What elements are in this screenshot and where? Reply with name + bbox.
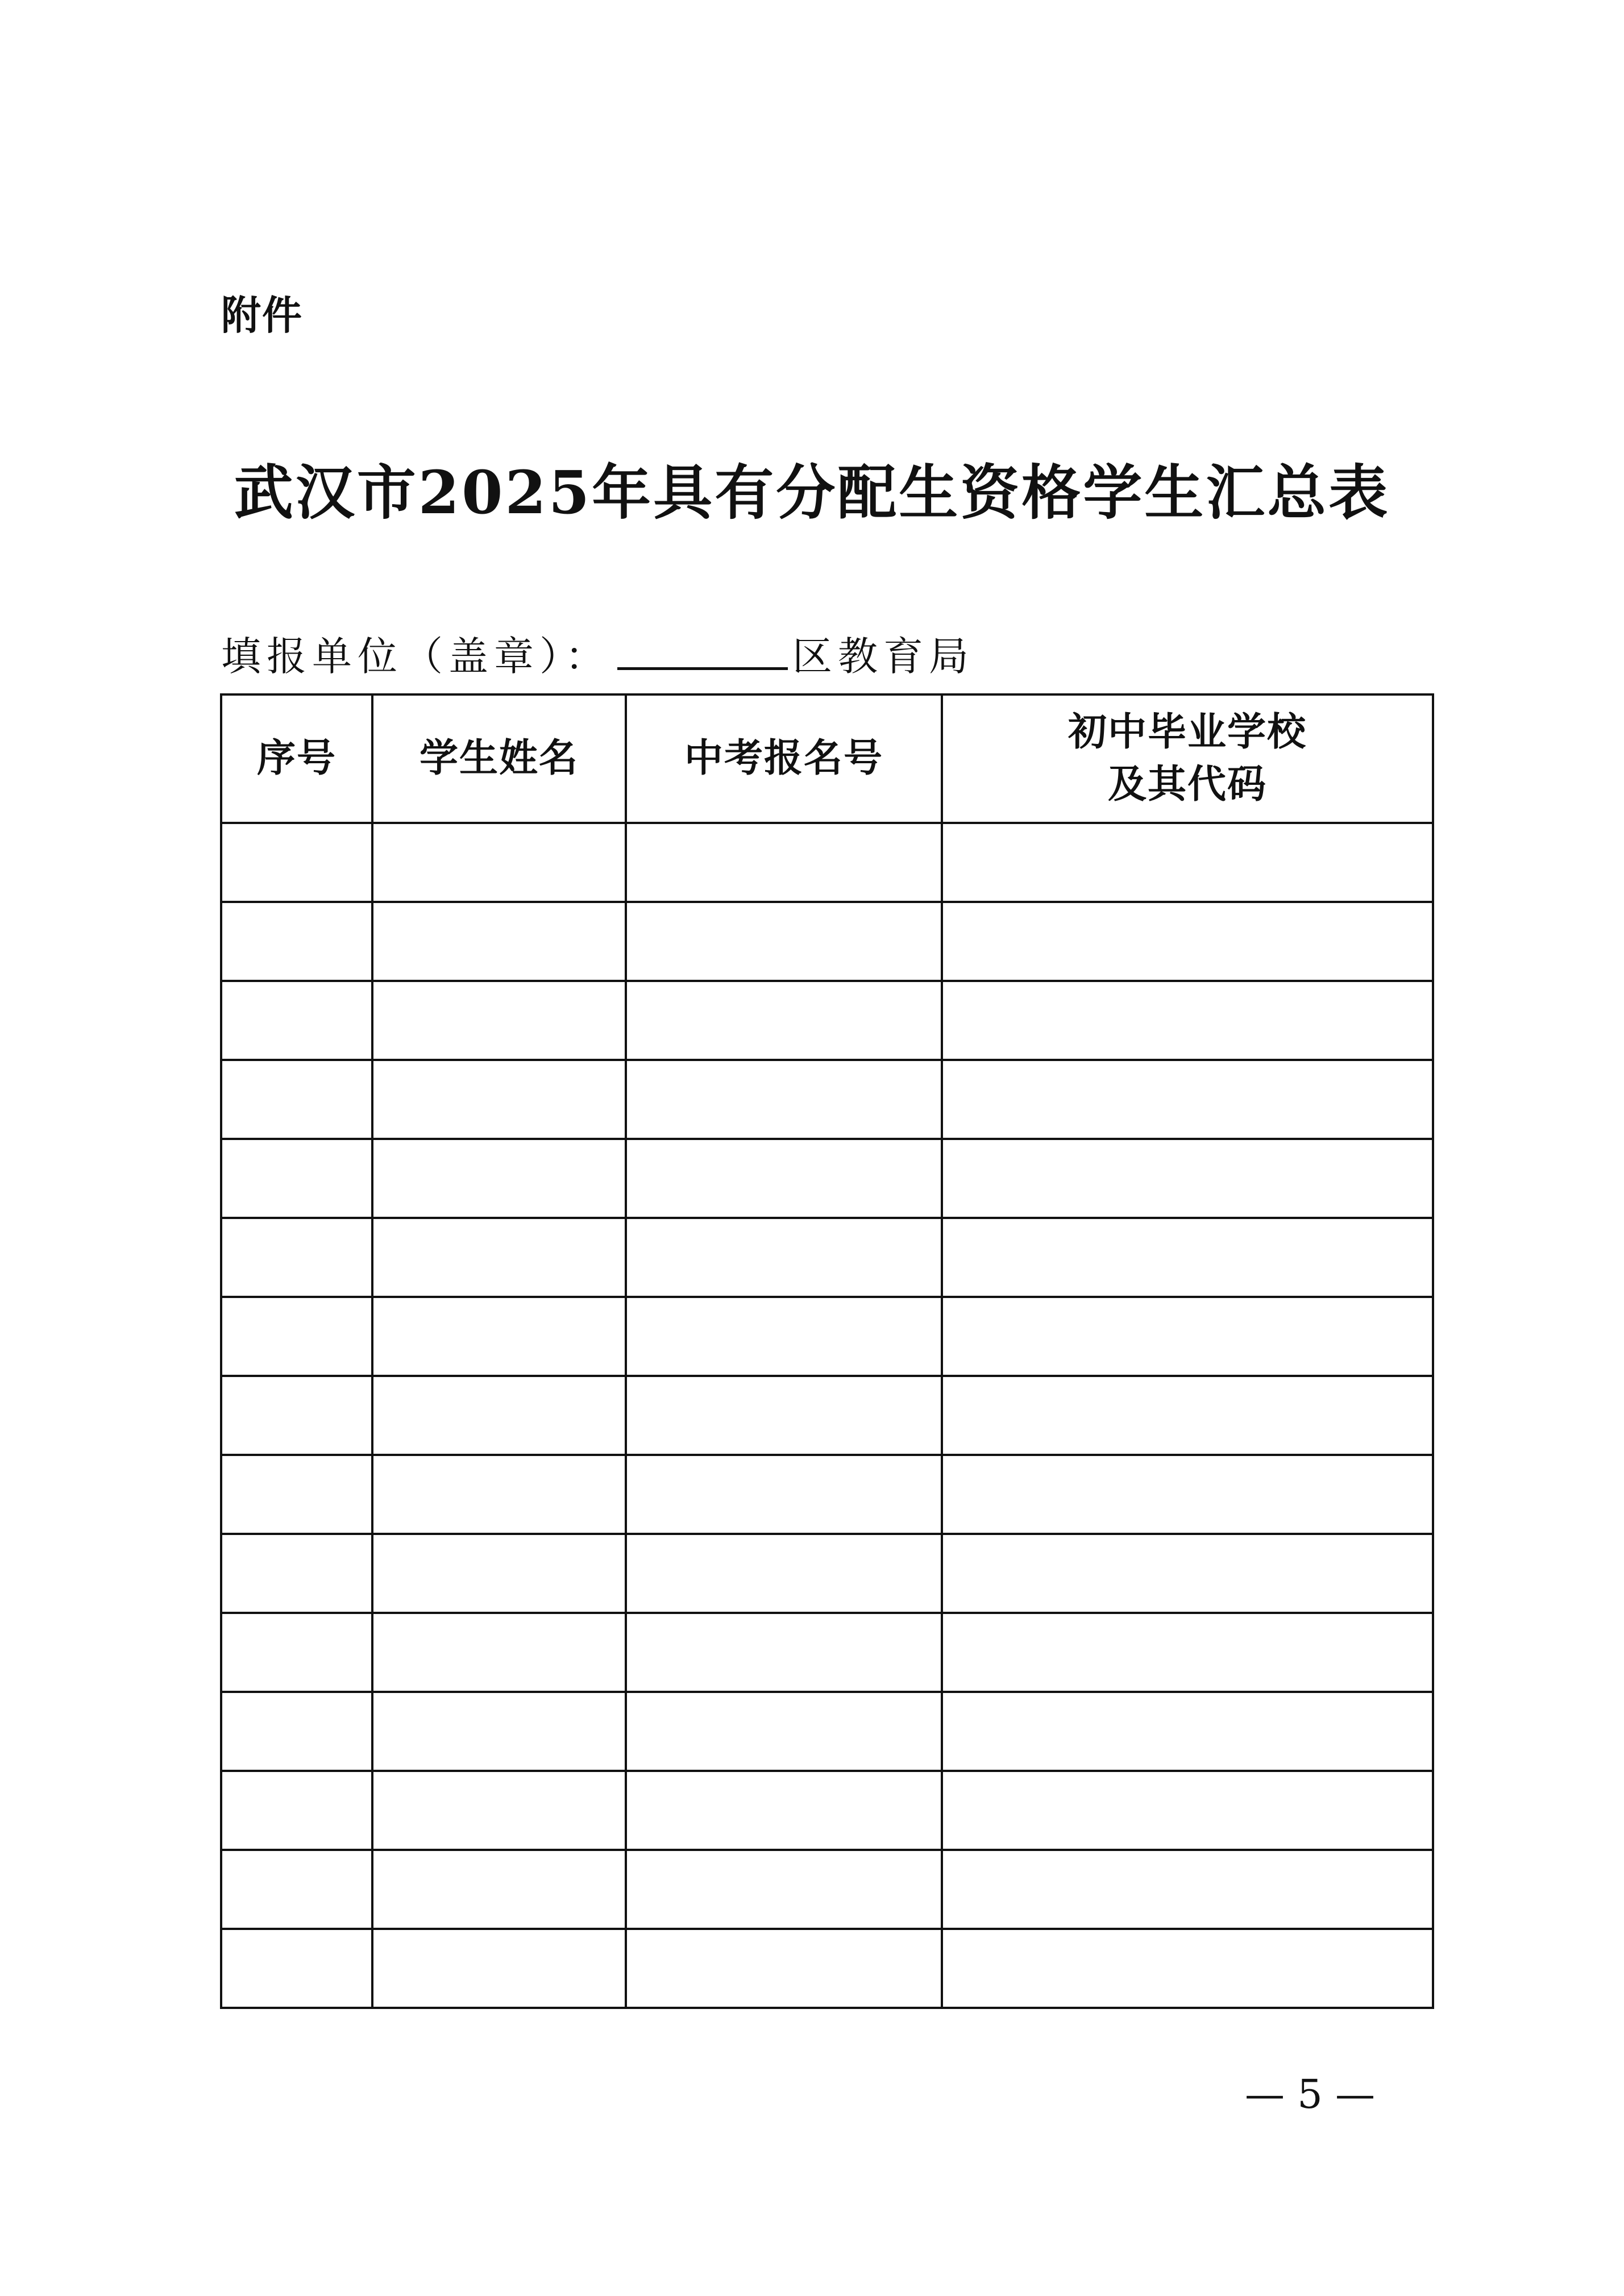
cell-exam-id[interactable] — [626, 1376, 942, 1455]
table-row — [221, 1297, 1433, 1376]
cell-student-name[interactable] — [372, 1771, 626, 1850]
table-row — [221, 1692, 1433, 1771]
cell-school[interactable] — [942, 1692, 1433, 1771]
table-row — [221, 902, 1433, 981]
cell-school[interactable] — [942, 902, 1433, 981]
cell-school[interactable] — [942, 1929, 1433, 2008]
cell-exam-id[interactable] — [626, 1850, 942, 1929]
cell-exam-id[interactable] — [626, 1613, 942, 1692]
cell-seq[interactable] — [221, 1455, 372, 1534]
cell-student-name[interactable] — [372, 1534, 626, 1613]
cell-seq[interactable] — [221, 1297, 372, 1376]
table-row — [221, 1455, 1433, 1534]
cell-student-name[interactable] — [372, 1455, 626, 1534]
cell-school[interactable] — [942, 1850, 1433, 1929]
header-student-name: 学生姓名 — [372, 694, 626, 823]
cell-student-name[interactable] — [372, 902, 626, 981]
cell-exam-id[interactable] — [626, 1218, 942, 1297]
cell-school[interactable] — [942, 1060, 1433, 1139]
fill-unit-label: 填报单位（盖章）： — [221, 633, 610, 680]
cell-school[interactable] — [942, 1455, 1433, 1534]
cell-student-name[interactable] — [372, 1929, 626, 2008]
cell-exam-id[interactable] — [626, 1771, 942, 1850]
table-row — [221, 1060, 1433, 1139]
cell-school[interactable] — [942, 981, 1433, 1060]
cell-student-name[interactable] — [372, 981, 626, 1060]
cell-exam-id[interactable] — [626, 823, 942, 902]
fill-unit-blank — [617, 631, 788, 670]
cell-seq[interactable] — [221, 823, 372, 902]
cell-seq[interactable] — [221, 981, 372, 1060]
cell-school[interactable] — [942, 1139, 1433, 1218]
cell-student-name[interactable] — [372, 1218, 626, 1297]
cell-student-name[interactable] — [372, 1376, 626, 1455]
summary-table — [220, 693, 1434, 2009]
cell-student-name[interactable] — [372, 1060, 626, 1139]
cell-exam-id[interactable] — [626, 1534, 942, 1613]
cell-seq[interactable] — [221, 1850, 372, 1929]
header-school-line2: 及其代码 — [1107, 762, 1267, 807]
cell-school[interactable] — [942, 1218, 1433, 1297]
cell-exam-id[interactable] — [626, 1139, 942, 1218]
table-row — [221, 1376, 1433, 1455]
cell-school[interactable] — [942, 1613, 1433, 1692]
cell-seq[interactable] — [221, 1692, 372, 1771]
cell-seq[interactable] — [221, 1218, 372, 1297]
fill-unit-suffix: 区教育局 — [792, 633, 974, 680]
table-row — [221, 1613, 1433, 1692]
header-school — [942, 694, 1433, 823]
cell-seq[interactable] — [221, 1929, 372, 2008]
attachment-label: 附件 — [221, 292, 303, 339]
fill-unit-line — [221, 631, 974, 680]
cell-seq[interactable] — [221, 1613, 372, 1692]
cell-seq[interactable] — [221, 1534, 372, 1613]
cell-student-name[interactable] — [372, 1139, 626, 1218]
cell-seq[interactable] — [221, 1139, 372, 1218]
cell-exam-id[interactable] — [626, 1297, 942, 1376]
cell-school[interactable] — [942, 1376, 1433, 1455]
cell-school[interactable] — [942, 823, 1433, 902]
cell-seq[interactable] — [221, 1376, 372, 1455]
cell-student-name[interactable] — [372, 1297, 626, 1376]
cell-student-name[interactable] — [372, 1692, 626, 1771]
cell-exam-id[interactable] — [626, 1929, 942, 2008]
cell-student-name[interactable] — [372, 823, 626, 902]
table-row — [221, 1139, 1433, 1218]
page-number: — 5 — — [1245, 2071, 1376, 2118]
table-row — [221, 1771, 1433, 1850]
cell-exam-id[interactable] — [626, 1692, 942, 1771]
cell-school[interactable] — [942, 1534, 1433, 1613]
table-row — [221, 1218, 1433, 1297]
cell-exam-id[interactable] — [626, 902, 942, 981]
table-row — [221, 1850, 1433, 1929]
cell-school[interactable] — [942, 1771, 1433, 1850]
header-seq: 序号 — [221, 694, 372, 823]
cell-seq[interactable] — [221, 902, 372, 981]
table-header-row — [221, 694, 1433, 823]
cell-student-name[interactable] — [372, 1850, 626, 1929]
table-row — [221, 981, 1433, 1060]
cell-student-name[interactable] — [372, 1613, 626, 1692]
header-school-line1: 初中毕业学校 — [1068, 710, 1307, 755]
header-exam-id: 中考报名号 — [626, 694, 942, 823]
cell-exam-id[interactable] — [626, 1455, 942, 1534]
table-row — [221, 1929, 1433, 2008]
table-row — [221, 823, 1433, 902]
table-body — [221, 823, 1433, 2008]
cell-exam-id[interactable] — [626, 981, 942, 1060]
page-title: 武汉市2025年具有分配生资格学生汇总表 — [234, 457, 1390, 527]
cell-exam-id[interactable] — [626, 1060, 942, 1139]
cell-seq[interactable] — [221, 1060, 372, 1139]
table-row — [221, 1534, 1433, 1613]
cell-school[interactable] — [942, 1297, 1433, 1376]
cell-seq[interactable] — [221, 1771, 372, 1850]
